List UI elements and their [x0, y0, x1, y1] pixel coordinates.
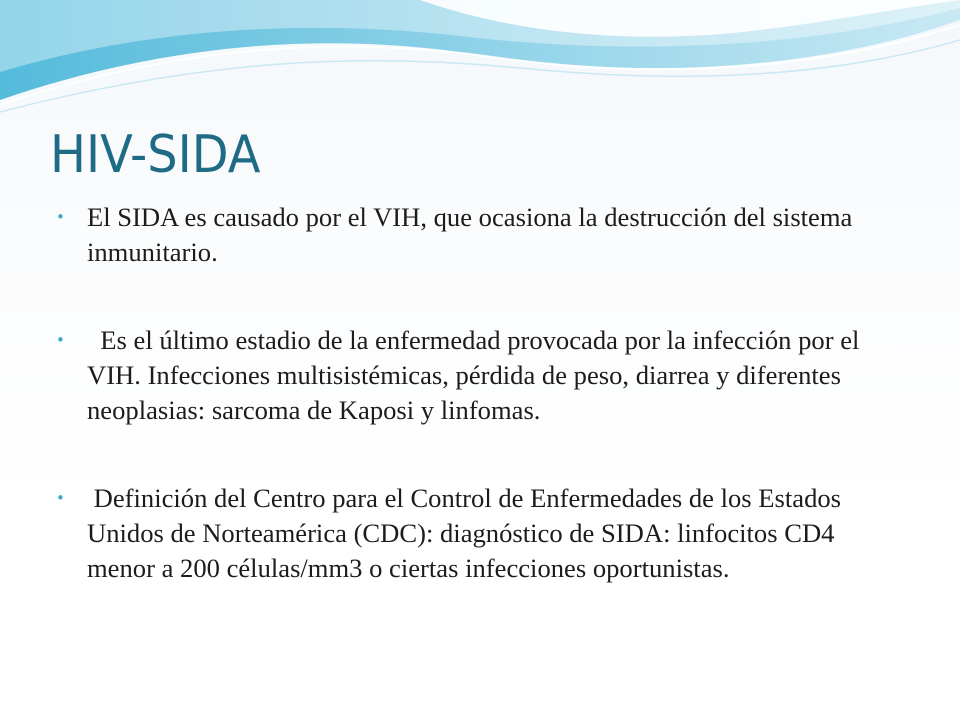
bullet-text: El SIDA es causado por el VIH, que ocasiona la destrucción del sistema inmunitario.: [87, 202, 860, 267]
bullet-item: [56, 481, 906, 586]
wave-header-decoration: [0, 0, 960, 120]
bullet-dot-icon: •: [56, 208, 65, 226]
bullet-text: Es el último estadio de la enfermedad provocada por la infección por el VIH. Infecciones multisistémicas, pérdida de peso, diarrea y diferentes neoplasias: sarcoma de Kaposi y linfomas.: [87, 325, 866, 425]
bullet-list: [56, 200, 906, 586]
bullet-item: [56, 323, 906, 428]
bullet-item: [56, 200, 906, 270]
bullet-dot-icon: •: [56, 489, 65, 507]
bullet-text: Definición del Centro para el Control de Enfermedades de los Estados Unidos de Norteamérica (CDC): diagnóstico de SIDA: linfocitos CD4 menor a 200 células/mm3 o ciertas infecciones oportunistas.: [87, 483, 848, 583]
bullet-dot-icon: •: [56, 331, 65, 349]
slide-title: HIV-SIDA: [50, 125, 261, 185]
